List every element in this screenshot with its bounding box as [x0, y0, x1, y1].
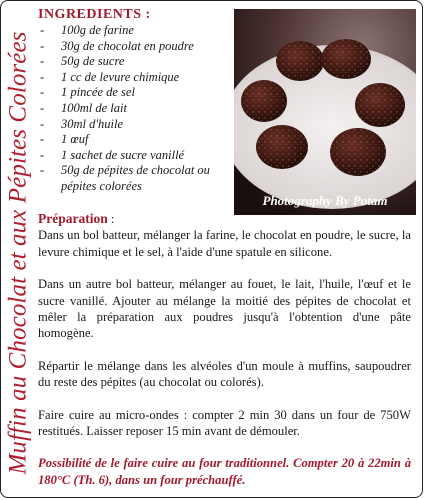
ingredient-item: - 100g de farine: [38, 23, 233, 39]
preparation-heading: Préparation: [38, 211, 108, 226]
ingredient-item: - 1 cc de levure chimique: [38, 70, 233, 86]
preparation-step: Dans un autre bol batteur, mélanger au fouet, le lait, l'huile, l'œuf et le sucre vanillé. Ajouter au mélange la moitié des pépites de chocolat et mêler la préparation aux poudres jusqu'à l'obtention d'une pâte homogène.: [38, 277, 411, 341]
muffin-photo-illustration: [234, 9, 416, 215]
preparation-step: Faire cuire au micro-ondes : compter 2 min 30 dans un four de 750W restitués. Laisser reposer 15 min avant de démouler.: [38, 407, 411, 439]
photo-credit: Photography By Potam: [262, 193, 388, 208]
recipe-title: Muffin au Chocolat et aux Pépites Colorées: [5, 31, 32, 475]
muffin-photo: [234, 9, 416, 215]
preparation-heading-line: [38, 211, 411, 227]
ingredient-item: - 30g de chocolat en poudre: [38, 39, 233, 55]
side-title: [3, 13, 35, 493]
ingredient-item: - 100ml de lait: [38, 101, 233, 117]
ingredient-item: - 1 œuf: [38, 132, 233, 148]
preparation-step: Dans un bol batteur, mélanger la farine, le chocolat en poudre, le sucre, la levure chimique et le sel, à l'aide d'une spatule en silicone.: [38, 228, 411, 259]
preparation-step: Répartir le mélange dans les alvéoles d'un moule à muffins, saupoudrer du reste des pépites (au chocolat ou colorés).: [38, 358, 411, 390]
preparation-heading-colon: :: [107, 212, 115, 226]
ingredient-item: - 1 sachet de sucre vanillé: [38, 148, 233, 164]
ingredient-item: - 30ml d'huile: [38, 117, 233, 133]
ingredient-item: - 50g de sucre: [38, 54, 233, 70]
ingredient-item: - 1 pincée de sel: [38, 85, 233, 101]
oven-note: Possibilité de le faire cuire au four traditionnel. Compter 20 à 22min à 180°C (Th. 6), dans un four préchauffé.: [38, 456, 411, 487]
ingredients-list: [38, 23, 233, 195]
ingredients-section: [38, 7, 233, 195]
preparation-section: [38, 211, 411, 488]
ingredients-heading: INGREDIENTS :: [38, 7, 151, 22]
ingredient-item: - 50g de pépites de chocolat ou pépites colorées: [38, 163, 233, 194]
